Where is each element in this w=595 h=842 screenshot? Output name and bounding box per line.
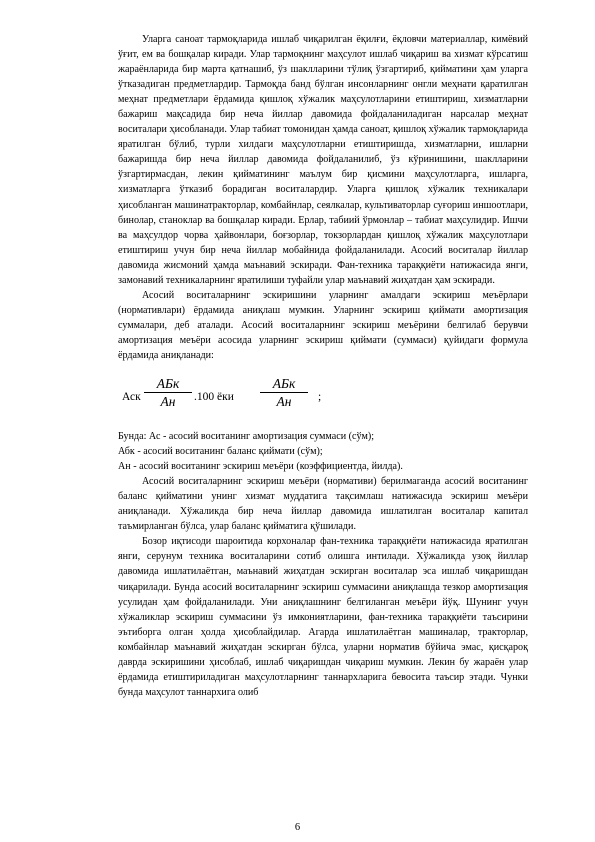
definition-line: Ан - асосий воситанинг эскириш меъёри (коэффициентда, йилда). bbox=[118, 461, 403, 473]
paragraph: Асосий воситаларнинг эскириш меъёри (нормативи) берилмаганда асосий воситанинг баланс қийматини унинг хизмат муддатига тақсимлаш натижасида эскириш меъёри аниқланади. Хўжаликда бир неча йиллар давомида ишлатилган воситалар капитал таъмирланган бўлса, улар баланс қийматига қўшилади. bbox=[118, 476, 528, 533]
document-body bbox=[118, 32, 528, 700]
paragraph: Бозор иқтисоди шароитида корхоналар фан-техника тараққиёти натижасида яратилган янги, серунум техника воситаларини сотиб олишга интилади. Хўжаликда узоқ йиллар давомида ишлатилаётган, маънавий жиҳатдан эскирган воситалар эса ишлаб чиқаришдан чиқарилади. Бунда асосий воситаларнинг эскириш суммасини аниқлашда тезкор амортизация усулидан ҳам фойдаланилади. Уни аниқлашнинг белгиланган меъёри йўқ. Шунинг учун хўжаликлар эскириш суммасини ўз имкониятларини, фан-техника тараққиёти таъсирини эътиборга олган ҳолда ҳисоблайдилар. Агарда ишлатилаётган машиналар, тракторлар, комбайнлар маънавий жиҳатдан эскирган бўлса, уларни норматив бўйича эмас, қисқароқ даврда эскиришини ҳисоблаб, ишлаб чиқаришдан чиқариш мумкин. Лекин бу жараён улар ёрдамида етиштириладиган маҳсулотларнинг таннархларига бевосита таъсир этади. Чунки бунда маҳсулот таннархига олиб bbox=[118, 536, 528, 698]
definition-line: Абк - асосий воситанинг баланс қиймати (сўм); bbox=[118, 446, 323, 458]
page-number: 6 bbox=[294, 822, 301, 833]
formula-end: ; bbox=[318, 391, 322, 404]
formula-middle: .100 ёки bbox=[194, 391, 234, 404]
formula-denominator: Ан bbox=[276, 394, 292, 410]
formula-numerator: АБк bbox=[272, 376, 296, 392]
paragraph: Асосий воситаларнинг эскиришини уларнинг амалдаги эскириш меъёрлари (нормативлари) ёрдамида аниқлаш мумкин. Уларнинг эскириш қиймати амортизация суммалари, деб аталади. Асосий воситаларнинг эскириш меъёрини белгилаб берувчи амортизация меъёри асосида уларнинг эскириш қиймати (суммаси) қуйидаги формула ёрдамида аниқланади: bbox=[118, 289, 528, 361]
paragraph: Уларга саноат тармоқларида ишлаб чиқарилган ёқилғи, ёқловчи материаллар, кимёвий ўғит, ем ва бошқалар киради. Улар тармоқнинг маҳсулот ишлаб чиқариш ва хизмат кўрсатиш жараёнларида бир марта қатнашиб, ўз шаклларини тўлиқ ўзгартириб, қийматини ҳам уларга ўтказадиган предметлардир. Тармоқда банд бўлган инсонларнинг онгли меҳнати қаратилган меҳнат предметлари ёрдамида қишлоқ хўжалик маҳсулотларини етиштириш, хизматларни бажариш мақсадида бир неча йиллар давомида фойдаланиладиган нарсалар меҳнат воситалари ҳисобланади. Улар табиат томонидан ҳамда саноат, қишлоқ хўжалик тармоқларида яратилган бўлиб, турли хилдаги маҳсулотларни етиштиришда, хизматларни, ишларни бажаришда бир неча йиллар давомида фойдаланилиб, ўз кўринишини, шаклларини ўзгартирмасдан, лекин қийматининг маълум бир қисмини маҳсулотларга, ишларга, хизматларга ўтказиб борадиган воситалардир. Уларга қишлоқ хўжалик техникалари ҳисобланган машинатракторлар, комбайнлар, сеялкалар, культиваторлар суғориш иншоотлари, бинолар, станоклар ва бошқалар киради. Ерлар, табиий ўрмонлар – табиат маҳсулидир. Ишчи ва маҳсулдор чорва ҳайвонлари, боғзорлар, токзорлардан қишлоқ хўжалик маҳсулотлари етиштириш учун бир неча йиллар мобайнида фойдаланилади. Асосий воситалар йиллар давомида жисмоний ҳамда маънавий эскиради. Фан-техника тараққиёти натижасида янги, замонавий техникаларнинг яратилиши туфайли улар маънавий жиҳатдан ҳам эскиради. bbox=[118, 34, 528, 286]
definition-line: Бунда: Ас - асосий воситанинг амортизация суммаси (сўм); bbox=[118, 431, 375, 443]
formula-denominator: Ан bbox=[160, 394, 176, 410]
formula-lhs: Аск bbox=[122, 391, 141, 404]
formula-fraction-1 bbox=[144, 375, 192, 411]
formula-fraction-2 bbox=[260, 375, 308, 411]
amortization-formula bbox=[118, 375, 528, 419]
formula-numerator: АБк bbox=[156, 376, 180, 392]
